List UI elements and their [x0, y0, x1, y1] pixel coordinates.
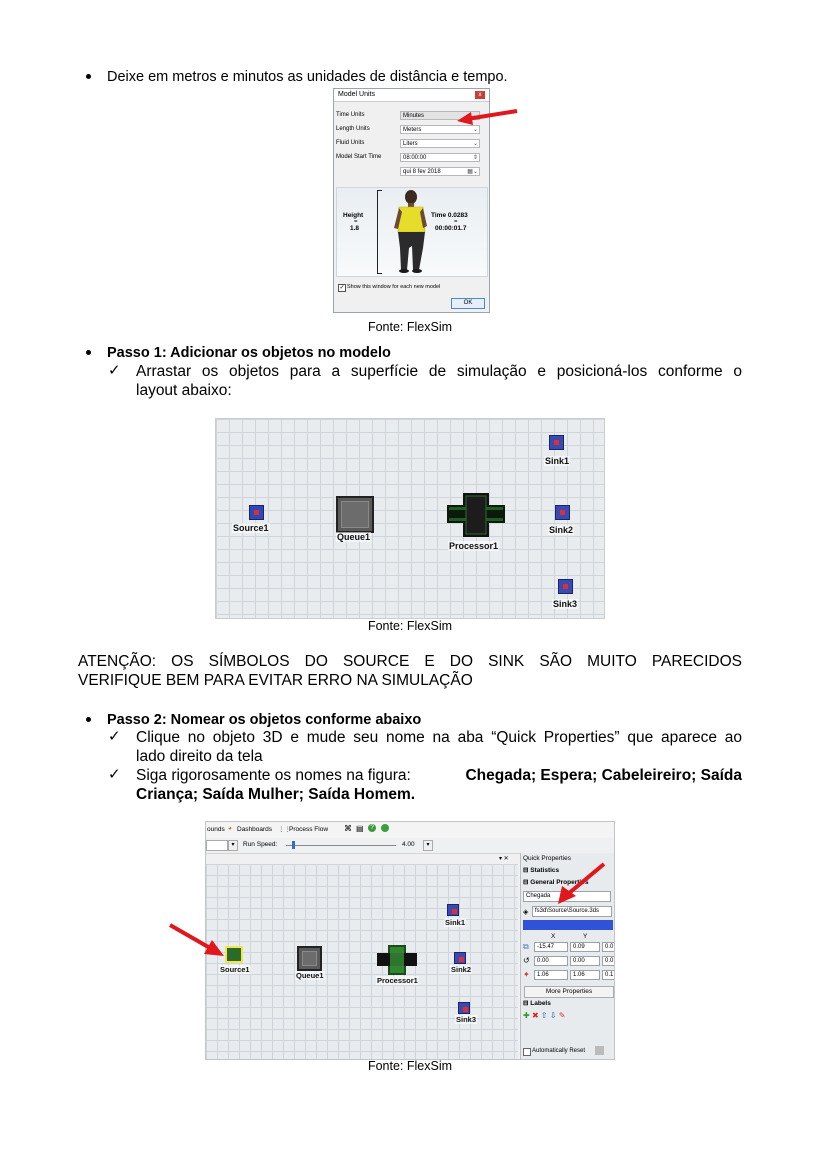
processor-label: Processor1: [449, 541, 499, 551]
queue-label: Queue1: [296, 971, 324, 980]
processor-label: Processor1: [377, 976, 418, 985]
bullet-dot: [86, 74, 91, 79]
collapse-icon: ⊟: [523, 867, 531, 874]
sink1-object[interactable]: [549, 435, 564, 450]
sink3-label: Sink3: [456, 1015, 477, 1024]
size-icon: ✦: [523, 970, 530, 979]
length-units-value: Meters: [403, 127, 422, 133]
toolbar-dashboards[interactable]: Dashboards: [237, 826, 273, 833]
help-icon[interactable]: ?: [368, 824, 376, 832]
red-arrow-icon: [206, 822, 614, 1059]
chevron-down-icon: ⌄: [472, 141, 478, 147]
person-figure: [389, 188, 435, 274]
time-value: 00:00:01.7: [435, 225, 467, 232]
rot-x-input[interactable]: 0.00: [534, 956, 568, 966]
auto-reset-label: Automatically Reset: [532, 1048, 586, 1054]
pos-y-input[interactable]: 0.09: [570, 942, 600, 952]
time-eq: =: [454, 219, 458, 225]
time-label: Time 0.0283: [431, 212, 468, 219]
caption-1: Fonte: FlexSim: [367, 320, 453, 334]
height-value: 1.8: [350, 225, 360, 232]
col-y-label: Y: [583, 933, 588, 940]
step2-check1-line1: Clique no objeto 3D e mude seu nome na aba “Quick Properties” que aparece ao: [136, 729, 742, 746]
labels-label: Labels: [530, 1000, 551, 1007]
step1-title: Passo 1: Adicionar os objetos no modelo: [107, 345, 391, 361]
col-x-label: X: [551, 933, 556, 940]
size-z-input[interactable]: 0.1: [602, 970, 615, 980]
warning-line2: VERIFIQUE BEM PARA EVITAR ERRO NA SIMULAÇÃO: [78, 672, 473, 689]
show-window-label: Show this window for each new model: [347, 284, 441, 290]
fluid-units-value: Liters: [403, 141, 418, 147]
run-speed-label: Run Speed:: [243, 841, 278, 848]
position-icon: ⧉: [523, 942, 529, 951]
sink3-object[interactable]: [558, 579, 573, 594]
flexsim-screenshot: [205, 821, 615, 1060]
shape-path-input[interactable]: fs3d\Source\Source.3ds: [532, 906, 612, 917]
rot-y-input[interactable]: 0.00: [570, 956, 600, 966]
sink1-label: Sink1: [445, 918, 466, 927]
chevron-down-icon[interactable]: ▾: [423, 840, 433, 851]
fluid-units-label: Fluid Units: [336, 140, 365, 146]
bullet-dot: [86, 717, 91, 722]
step2-check2-prefix: Siga rigorosamente os nomes na figura:: [136, 767, 416, 784]
red-arrow-icon: [455, 106, 520, 126]
caption-3: Fonte: FlexSim: [367, 1059, 453, 1073]
up-icon[interactable]: ⇧: [540, 1011, 548, 1020]
calendar-icon: ▦⌄: [467, 169, 478, 175]
spinner-icon: ⇕: [472, 155, 478, 161]
pos-x-input[interactable]: -15.47: [534, 942, 568, 952]
bullet1-text: Deixe em metros e minutos as unidades de distância e tempo.: [107, 69, 508, 85]
check-icon: ✓: [108, 728, 121, 745]
fluid-units-select[interactable]: [400, 139, 480, 148]
pos-z-input[interactable]: 0.0: [602, 942, 615, 952]
processor-object[interactable]: [445, 491, 507, 539]
delete-icon[interactable]: ✖: [531, 1011, 539, 1020]
show-window-checkbox[interactable]: ✓: [339, 285, 345, 291]
time-units-value: Minutes: [403, 113, 425, 119]
step2-check2-line1: [136, 767, 742, 785]
source-label: Source1: [233, 523, 269, 533]
step1-line1: Arrastar os objetos para a superfície de simulação e posicioná-los conforme o: [136, 363, 742, 380]
script-icon[interactable]: ⌘: [344, 824, 352, 833]
height-scale-line: [377, 190, 382, 274]
shape-icon: ◈: [523, 909, 529, 916]
quick-properties-title: Quick Properties: [523, 855, 572, 862]
check-icon: ✓: [108, 362, 121, 379]
rot-z-input[interactable]: 0.0: [602, 956, 615, 966]
size-y-input[interactable]: 1.06: [570, 970, 600, 980]
close-icon[interactable]: x: [475, 91, 485, 99]
add-icon[interactable]: ✚: [523, 1011, 530, 1020]
dialog-title: Model Units: [338, 91, 375, 98]
chevron-down-icon[interactable]: ▾: [228, 840, 238, 851]
length-units-select[interactable]: [400, 125, 480, 134]
queue-label: Queue1: [337, 532, 371, 542]
start-time-value: 08:00:00: [403, 155, 427, 161]
toolbar-item[interactable]: ounds: [207, 826, 225, 833]
start-date-value: qui 8 fev 2018: [403, 169, 441, 175]
length-units-label: Length Units: [336, 126, 370, 132]
view-pin-icon[interactable]: ▾ ✕: [499, 856, 509, 862]
general-properties-label: General Properties: [530, 879, 589, 886]
model-layout-image: [215, 418, 605, 619]
start-time-input[interactable]: [400, 153, 480, 162]
sink2-label: Sink2: [451, 965, 472, 974]
statistics-label: Statistics: [530, 867, 560, 874]
step2-title: Passo 2: Nomear os objetos conforme abaixo: [107, 712, 422, 728]
source-object[interactable]: [249, 505, 264, 520]
sink1-label: Sink1: [545, 456, 570, 466]
sink2-label: Sink2: [549, 525, 574, 535]
time-units-label: Time Units: [336, 112, 365, 118]
step2-check1-line2: lado direito da tela: [136, 748, 263, 765]
step2-check2-names2: Criança; Saída Mulher; Saída Homem.: [136, 786, 416, 803]
source-label: Source1: [220, 965, 250, 974]
run-speed-value: 4.00: [402, 841, 415, 848]
check-icon: ✓: [108, 766, 121, 783]
rotation-icon: ↺: [523, 956, 530, 965]
more-properties-button[interactable]: More Properties: [524, 986, 614, 998]
bullet-dot: [86, 350, 91, 355]
start-date-picker[interactable]: [400, 167, 480, 176]
dialog-titlebar: [334, 89, 489, 102]
queue-object[interactable]: [336, 496, 374, 533]
caption-2: Fonte: FlexSim: [367, 619, 453, 633]
collapse-icon: ⊟: [523, 1000, 531, 1007]
toolbar-process-flow[interactable]: Process Flow: [289, 826, 329, 833]
start-time-label: Model Start Time: [336, 154, 382, 160]
sink3-label: Sink3: [553, 599, 578, 609]
table-icon[interactable]: ▤: [356, 824, 364, 833]
ok-button[interactable]: OK: [451, 298, 485, 309]
step2-check2-names1: Chegada; Espera; Cabeleireiro; Saída: [465, 767, 742, 784]
object-name-input[interactable]: Chegada: [523, 891, 611, 902]
red-arrow-icon: [166, 920, 228, 960]
chevron-down-icon: ⌄: [472, 127, 478, 133]
height-eq: =: [354, 219, 358, 225]
step1-line2: layout abaixo:: [136, 382, 232, 399]
pin-icon[interactable]: ✎: [558, 1011, 566, 1020]
height-label: Height: [343, 212, 364, 219]
process-flow-icon: ⋮⋮: [278, 826, 291, 833]
warning-line1: ATENÇÃO: OS SÍMBOLOS DO SOURCE E DO SINK SÃO MUITO PARECIDOS: [78, 653, 742, 670]
dashboards-icon: ◕: [228, 825, 232, 832]
collapse-icon: ⊟: [523, 879, 531, 886]
down-icon[interactable]: ⇩: [549, 1011, 557, 1020]
scale-preview-panel: [336, 187, 488, 277]
size-x-input[interactable]: 1.06: [534, 970, 568, 980]
sink2-object[interactable]: [555, 505, 570, 520]
